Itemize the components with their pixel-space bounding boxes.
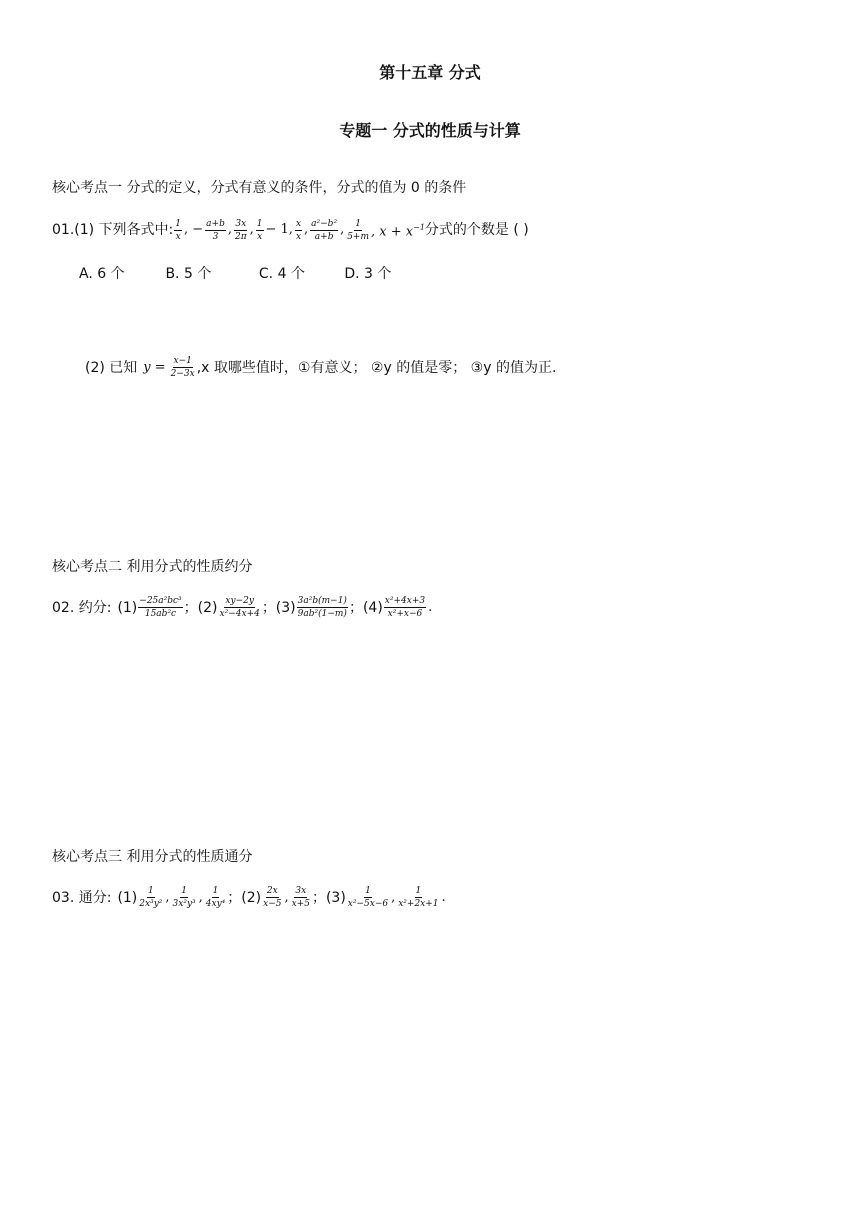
- option-c: C. 4 个: [258, 266, 305, 282]
- q03-fraction-2: $\frac{1}{\text{3x²y³}}$: [172, 886, 196, 909]
- section1-heading: 核心考点一 分式的定义，分式有意义的条件，分式的值为 0 的条件: [52, 180, 467, 196]
- option-b: B. 5 个: [165, 266, 212, 282]
- q02-fraction-1: $\frac{\text{−25a²bc³}}{\text{15ab²c}}$: [139, 596, 182, 619]
- q1-fraction-1: $\frac{1}{x}$: [175, 218, 181, 242]
- option-d: D. 3 个: [344, 266, 392, 282]
- chapter-title: 第十五章 分式: [379, 63, 481, 82]
- q02-fraction-2: $\frac{xy-2y}{\text{x²−4x+4}}$: [219, 596, 260, 619]
- q03-part1-label: (1): [117, 889, 138, 906]
- q02-fraction-3: $\frac{\text{3a²b(m−1)}}{\text{9ab²(1−m)}}$: [297, 596, 347, 619]
- q03-fraction-1: $\frac{1}{\text{2x³y²}}$: [139, 886, 163, 909]
- q03-fraction-3: $\frac{1}{\text{4xy⁴}}$: [205, 886, 226, 909]
- q1-fraction-7: $\frac{1}{5+m}$: [347, 218, 370, 242]
- q03-end: .: [441, 889, 446, 905]
- q02-end: .: [428, 599, 433, 615]
- q1-fraction-3: $\frac{3x}{2\pi}$: [234, 218, 247, 242]
- question-03: 03. 通分: (1) $\frac{1}{\text{2x³y²}}$ , $\frac{1}{\text{3x²y³}}$ , $\frac{1}{\text{4xy⁴}}$ ；(2) $\frac{2x}{x-5}$ , $\frac{3x}{x+5}$ ；(3) $\frac{1}{\text{x²−5x−6}}$ , $\frac{1}{\text{x²+2x+1}}$ .: [52, 886, 446, 909]
- q2-prefix: (2) 已知: [85, 359, 138, 376]
- q02-part3-label: ；(3): [261, 599, 296, 616]
- q02-prefix: 02. 约分:: [52, 599, 112, 616]
- q1-minus-one: − 1,: [265, 222, 293, 238]
- q1-prefix: 01.(1) 下列各式中:: [52, 222, 174, 239]
- section3-heading: 核心考点三 利用分式的性质通分: [52, 849, 253, 865]
- q03-part3-label: ；(3): [311, 889, 346, 906]
- q03-prefix: 03. 通分:: [52, 889, 112, 906]
- q2-y-eq: y =: [143, 359, 166, 375]
- q1-tail-expr: , $x + x^{-1}$: [371, 223, 425, 240]
- q2-fraction: $\frac{x-1}{2-3x}$: [170, 356, 195, 379]
- q03-fraction-7: $\frac{1}{\text{x²+2x+1}}$: [398, 886, 439, 909]
- option-a: A. 6 个: [79, 266, 125, 282]
- q02-part4-label: ；(4): [348, 599, 383, 616]
- question-01-1: 01.(1) 下列各式中: $\frac{1}{x}$ , − $\frac{a+b}{3}$ , $\frac{3x}{2\pi}$ , $\frac{1}{x}$ − 1, $\frac{x}{x}$ , $\frac{\text{a²−b²}}{a+b}$ , $\frac{1}{5+m}$ , $x + x^{-1}$ 分式的个数是 ( ): [52, 218, 529, 242]
- section2-heading: 核心考点二 利用分式的性质约分: [52, 559, 253, 575]
- q2-suffix: ,x 取哪些值时，①有意义； ②y 的值是零； ③y 的值为正.: [196, 359, 557, 376]
- q03-part2-label: ；(2): [227, 889, 262, 906]
- q1-fraction-4: $\frac{1}{x}$: [256, 218, 263, 242]
- topic-title: 专题一 分式的性质与计算: [339, 121, 521, 140]
- question-02: [52, 596, 433, 619]
- q1-fraction-6: $\frac{\text{a²−b²}}{a+b}$: [311, 218, 338, 242]
- q03-fraction-4: $\frac{2x}{x-5}$: [263, 886, 282, 909]
- q1-suffix: 分式的个数是 ( ): [424, 222, 529, 239]
- q03-fraction-5: $\frac{3x}{x+5}$: [291, 886, 310, 909]
- q1-fraction-5: $\frac{x}{x}$: [295, 218, 302, 242]
- q02-fraction-4: $\frac{\text{x²+4x+3}}{\text{x²+x−6}}$: [384, 596, 426, 619]
- q1-options: [79, 264, 391, 284]
- q03-fraction-6: $\frac{1}{\text{x²−5x−6}}$: [347, 886, 389, 909]
- q02-part1-label: (1): [117, 599, 138, 616]
- q1-neg: , −: [184, 222, 204, 238]
- q1-fraction-2: $\frac{a+b}{3}$: [206, 218, 225, 242]
- question-01-2: [85, 356, 556, 379]
- q02-part2-label: ；(2): [183, 599, 218, 616]
